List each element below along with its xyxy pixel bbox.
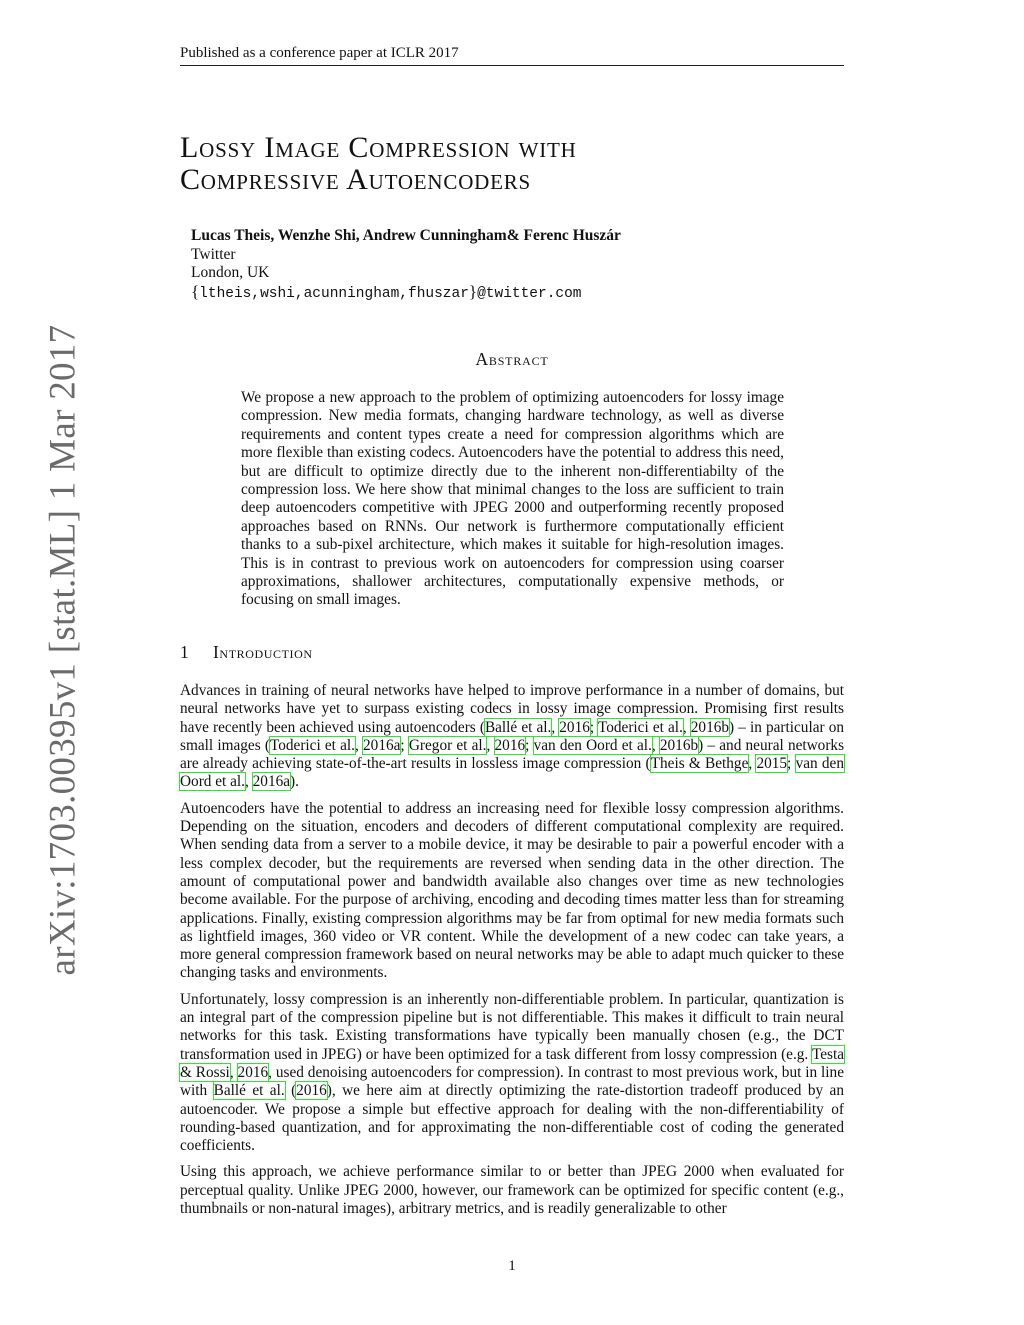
citation-link[interactable]: Toderici et al. — [269, 736, 355, 754]
citation-link[interactable]: van den Oord et al. — [180, 755, 844, 791]
citation-link[interactable]: Gregor et al. — [408, 736, 487, 754]
citation-link[interactable]: 2016a — [363, 736, 401, 754]
citation-link[interactable]: Theis & Bethge — [650, 755, 749, 773]
paragraph-3 — [180, 991, 844, 1156]
text-span: , — [229, 1063, 238, 1081]
abstract-heading: Abstract — [475, 349, 549, 369]
citation-link[interactable]: Ballé et al. — [213, 1082, 285, 1100]
citation-link[interactable]: 2015 — [756, 755, 788, 773]
citation-link[interactable]: 2016b — [659, 736, 699, 754]
citation-link[interactable]: Ballé et al. — [484, 718, 552, 736]
text-span: ( — [284, 1082, 297, 1100]
text-span: ). — [290, 773, 299, 791]
citation-link[interactable]: 2016 — [559, 718, 590, 736]
email-users: ltheis,wshi,acunningham,fhuszar — [199, 285, 469, 302]
citation-link[interactable]: 2016b — [690, 718, 730, 736]
email-brace-open: { — [191, 281, 200, 301]
author-location: London, UK — [191, 264, 270, 281]
section-number: 1 — [180, 642, 190, 662]
text-span: Advances in training of neural networks have helped to improve performance in a number of domains, but neural networks have yet to surpass existing codecs in lossy image compression. Promising first results have recently been achieved using autoencoders ( — [180, 682, 844, 736]
citation-link[interactable]: Toderici et al. — [597, 718, 683, 736]
text-span: , — [682, 718, 691, 736]
citation-link[interactable]: 2016 — [237, 1063, 269, 1081]
abstract-text: We propose a new approach to the problem of optimizing autoencoders for lossy image compression. New media formats, changing hardware technology, as well as diverse requirements and content types create a need for compression algorithms which are more flexible than existing codecs. Autoencoders have the potential to address this need, but are difficult to optimize directly due to the inherent non-differentiabilty of the compression loss. We here show that minimal changes to the loss are sufficient to train deep autoencoders competitive with JPEG 2000 and outperforming recently proposed approaches based on RNNs. Our network is furthermore computationally efficient thanks to a sub-pixel architecture, which makes it suitable for high-resolution images. This is in contrast to previous work on autoencoders for compression using coarser approximations, shallower architectures, computationally expensive methods, or focusing on small images. — [241, 389, 784, 609]
text-span: ; — [787, 755, 796, 773]
author-names: Lucas Theis, Wenzhe Shi, Andrew Cunningham& Ferenc Huszár — [191, 227, 621, 244]
citation-link[interactable]: van den Oord et al. — [533, 736, 652, 754]
author-affiliation: Twitter — [191, 245, 236, 263]
citation-link[interactable]: 2016 — [494, 736, 526, 754]
text-span: , — [651, 736, 660, 754]
section-title: Introduction — [213, 642, 313, 662]
page-number: 1 — [508, 1258, 516, 1274]
arxiv-identifier: arXiv:1703.00395v1 [stat.ML] 1 Mar 2017 — [42, 324, 84, 976]
text-span: ) – and neural networks are already achieving state-of-the-art results in lossless image compression ( — [180, 736, 845, 773]
paragraph-4: Using this approach, we achieve performance similar to or better than JPEG 2000 when evaluated for perceptual quality. Unlike JPEG 2000, however, our framework can be optimized for specific content (e.g., thumbnails or non-natural images), arbitrary metrics, and is readily generalizable to other — [180, 1163, 844, 1218]
text-span: ; — [525, 736, 534, 754]
text-span: , — [551, 718, 560, 736]
paragraph-1 — [180, 682, 844, 792]
text-span: ; — [589, 718, 598, 736]
text-span: , — [245, 773, 253, 791]
paragraph-2: Autoencoders have the potential to address an increasing need for flexible lossy compression algorithms. Depending on the situation, encoders and decoders of different computational complexity are required. When sending data from a server to a mobile device, it may be desirable to pair a powerful encoder with a less complex decoder, but the requirements are reversed when sending data in the other direction. The amount of computational power and bandwidth available also changes over time as new technologies become available. For the purpose of archiving, encoding and decoding times matter less than for streaming applications. Finally, existing compression algorithms may be far from optimal for new media formats such as lightfield images, 360 video or VR content. While the development of a new codec can take years, a more general compression framework based on neural networks may be able to adapt much quicker to these changing tasks and environments. — [180, 799, 844, 982]
text-span: Unfortunately, lossy compression is an inherently non-differentiable problem. In particular, quantization is an integral part of the compression pipeline but is not differentiable. This makes it difficult to train neural networks for this task. Existing transformations have typically been manually chosen (e.g., the DCT transformation used in JPEG) or have been optimized for a task different from lossy compression (e.g. — [180, 990, 844, 1063]
paper-title — [180, 132, 820, 196]
email-brace-close: } — [468, 281, 478, 301]
title-line-1: Lossy Image Compression with — [180, 131, 577, 164]
text-span: , — [748, 755, 757, 773]
citation-link[interactable]: Testa & Rossi — [180, 1045, 844, 1081]
text-span: , used denoising autoencoders for compression). In contrast to most previous work, but in line with — [180, 1063, 844, 1100]
email-domain: @twitter.com — [477, 285, 582, 302]
text-span: ) – in particular on small images ( — [180, 718, 844, 754]
author-block — [191, 227, 621, 303]
text-span: ), we here aim at directly optimizing the rate-distortion tradeoff produced by an autoencoder. We propose a simple but effective approach for dealing with the non-differentiability of rounding-based quantization, and for approximating the non-differentiable cost of coding the generated coefficients. — [180, 1082, 844, 1155]
citation-link[interactable]: 2016a — [252, 773, 291, 791]
text-span: , — [355, 736, 364, 754]
author-emails — [191, 283, 621, 304]
running-header: Published as a conference paper at ICLR 2017 — [180, 44, 844, 66]
introduction-body — [180, 682, 844, 1226]
text-span: ; — [400, 736, 409, 754]
citation-link[interactable]: 2016 — [296, 1082, 327, 1100]
text-span: , — [486, 736, 495, 754]
section-heading-introduction — [180, 642, 313, 663]
title-line-2: Compressive Autoencoders — [180, 163, 532, 196]
